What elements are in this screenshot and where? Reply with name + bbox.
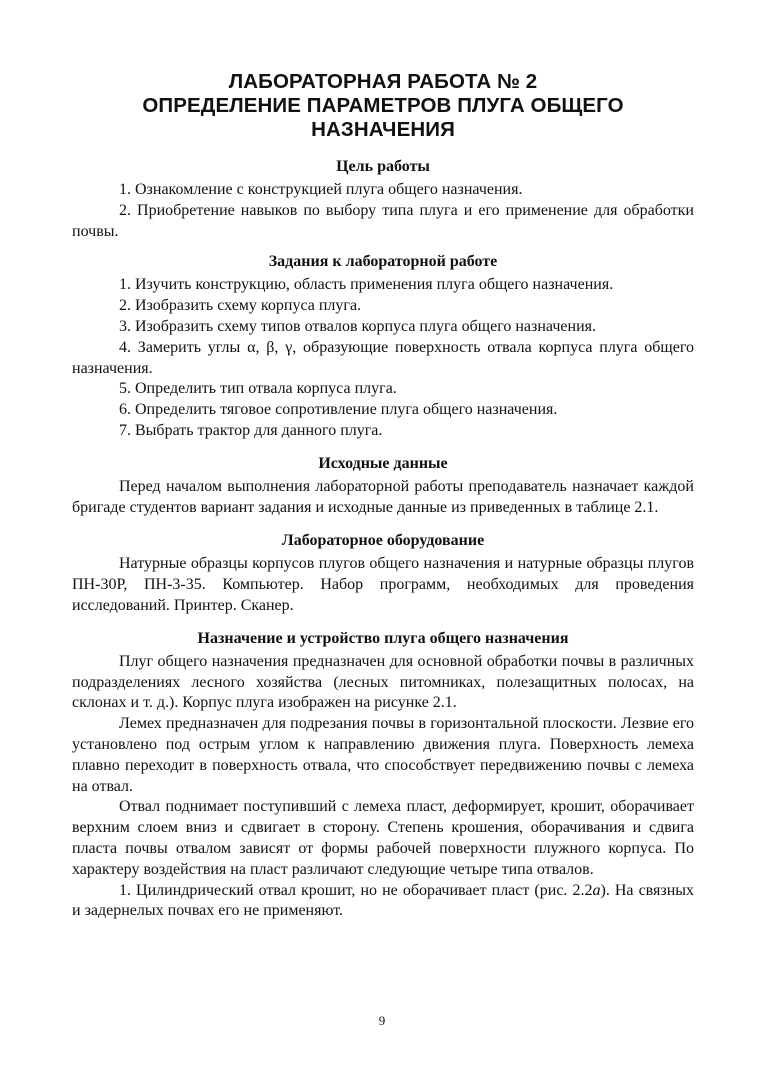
- title-line-1: ЛАБОРАТОРНАЯ РАБОТА № 2: [228, 70, 538, 93]
- text-run: ). На связных и задернелых почвах его не применяют.: [72, 881, 695, 920]
- purpose-paragraph: Лемех предназначен для подрезания почвы в горизонтальной плоскости. Лезвие его установлено под острым углом к направлению движения плуга. Поверхность лемеха плавно переходит в поверхность отвала, что способствует передвижению почвы с лемеха на отвал.: [72, 715, 694, 795]
- equipment-paragraph: Натурные образцы корпусов плугов общего назначения и натурные образцы плугов ПН-30Р, ПН-3-35. Компьютер. Набор программ, необходимых для проведения исследований. Принтер. Сканер.: [72, 555, 694, 614]
- text-run: 1. Цилиндрический отвал крошит, но не оборачивает пласт (рис. 2.2: [119, 881, 593, 899]
- goal-item: 2. Приобретение навыков по выбору типа плуга и его применение для обработки почвы.: [72, 201, 694, 240]
- input-data-section: [72, 454, 694, 519]
- input-data-paragraph: Перед началом выполнения лабораторной работы преподаватель назначает каждой бригаде студентов вариант задания и исходные данные из приведенных в таблице 2.1.: [72, 477, 694, 516]
- title-line-3: НАЗНАЧЕНИЯ: [311, 118, 455, 141]
- tasks-heading: Задания к лабораторной работе: [268, 253, 498, 271]
- goal-item: 1. Ознакомление с конструкцией плуга общего назначения.: [119, 181, 523, 198]
- input-data-heading: Исходные данные: [318, 454, 448, 472]
- task-item: 1. Изучить конструкцию, область применения плуга общего назначения.: [119, 276, 614, 294]
- purpose-heading: Назначение и устройство плуга общего назначения: [197, 629, 569, 647]
- purpose-paragraph-last: [72, 881, 694, 923]
- page-number: 9: [378, 1013, 386, 1028]
- task-item: 5. Определить тип отвала корпуса плуга.: [119, 380, 397, 398]
- goal-heading: Цель работы: [336, 158, 430, 175]
- purpose-section: [72, 629, 694, 922]
- goal-section: [72, 157, 694, 242]
- task-item: 6. Определить тяговое сопротивление плуга общего назначения.: [119, 401, 558, 419]
- task-item: 7. Выбрать трактор для данного плуга.: [119, 421, 383, 439]
- title-line-2: ОПРЕДЕЛЕНИЕ ПАРАМЕТРОВ ПЛУГА ОБЩЕГО: [142, 94, 624, 117]
- tasks-section: [72, 252, 694, 441]
- equipment-section: [72, 531, 694, 616]
- purpose-paragraph: Плуг общего назначения предназначен для основной обработки почвы в различных подразделениях лесного хозяйства (лесных питомниках, полезащитных полосах, на склонах и т. д.). Корпус плуга изображен на рисунке 2.1.: [72, 652, 694, 712]
- task-item: 2. Изобразить схему корпуса плуга.: [119, 297, 362, 315]
- document-page: [72, 70, 694, 922]
- page-title: [72, 70, 694, 142]
- purpose-paragraph: Отвал поднимает поступивший с лемеха пласт, деформирует, крошит, оборачивает верхним слоем вниз и сдвигает в сторону. Степень крошения, оборачивания и сдвига пласта почвы отвалом зависят от формы рабочей поверхности плужного корпуса. По характеру воздействия на пласт различают следующие четыре типа отвалов.: [72, 798, 694, 878]
- task-item: 3. Изобразить схему типов отвалов корпуса плуга общего назначения.: [119, 317, 596, 335]
- italic-letter: а: [592, 881, 601, 899]
- equipment-heading: Лабораторное оборудование: [281, 532, 485, 550]
- task-item: 4. Замерить углы α, β, γ, образующие поверхность отвала корпуса плуга общего назначения.: [72, 338, 694, 377]
